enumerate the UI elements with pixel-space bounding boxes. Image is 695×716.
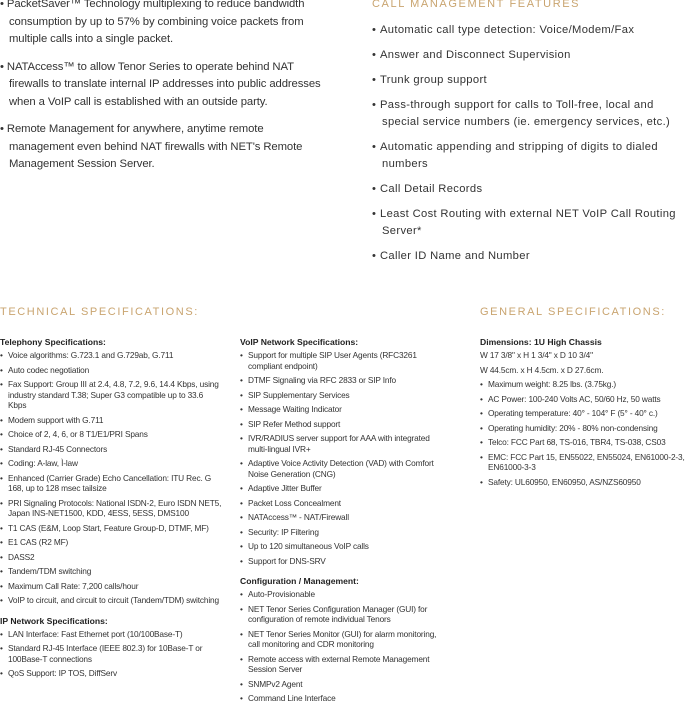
ip-network-item-text: QoS Support: IP TOS, DiffServ: [8, 668, 117, 678]
call-management-item-text: Trunk group support: [380, 74, 487, 86]
call-management-item: [372, 206, 694, 240]
config-item-text: Command Line Interface: [248, 693, 336, 703]
general-item-text: Safety: UL60950, EN60950, AS/NZS60950: [488, 476, 641, 487]
general-item-text: Operating humidity: 20% - 80% non-condensing: [488, 422, 658, 433]
bullet-icon: •: [480, 451, 483, 462]
voip-network-item: [240, 375, 450, 386]
call-management-item: [372, 181, 694, 198]
telephony-item: [0, 473, 222, 494]
voip-network-item-text: Packet Loss Concealment: [248, 497, 341, 508]
bullet-icon: •: [240, 350, 243, 360]
call-management-item-text: Answer and Disconnect Supervision: [380, 49, 571, 61]
bullet-icon: •: [240, 389, 243, 400]
call-management-item: [372, 139, 694, 173]
bullet-icon: •: [0, 379, 3, 389]
voip-network-item: [240, 458, 450, 479]
config-item: [240, 679, 450, 690]
bullet-icon: •: [0, 551, 3, 562]
telephony-item-text: T1 CAS (E&M, Loop Start, Feature Group-D, DTMF, MF): [8, 522, 209, 533]
bullet-icon: •: [0, 643, 3, 653]
general-item: [480, 408, 690, 419]
dimensions-title: Dimensions: 1U High Chassis: [480, 337, 602, 347]
dimensions-imperial: W 17 3/8" x H 1 3/4" x D 10 3/4": [480, 350, 593, 360]
call-management-item-text: Call Detail Records: [380, 183, 483, 195]
bullet-icon: •: [0, 364, 3, 375]
bullet-icon: •: [480, 476, 483, 487]
telephony-item-text: Choice of 2, 4, 6, or 8 T1/E1/PRI Spans: [8, 429, 148, 439]
bullet-icon: •: [0, 522, 3, 533]
voip-network-item-text: Adaptive Jitter Buffer: [248, 483, 322, 493]
bullet-icon: •: [480, 379, 483, 389]
intro-paragraph-packetsaver: • PacketSaver™ Technology multiplexing to reduce bandwidth consumption by up to 57% by combining voice packets from multiple calls into a single packet.: [0, 0, 305, 45]
intro-paragraph-remote-management: • Remote Management for anywhere, anytime remote management even behind NAT firewalls with NET's Remote Management Session Server.: [0, 123, 303, 170]
telephony-item: [0, 498, 222, 519]
configuration-management-title: Configuration / Management:: [240, 576, 359, 586]
config-item: [240, 629, 450, 650]
general-item-text: Maximum weight: 8.25 lbs. (3.75kg.): [488, 379, 617, 389]
voip-network-item-text: Adaptive Voice Activity Detection (VAD) with Comfort Noise Generation (CNG): [248, 458, 434, 479]
call-management-item: [372, 22, 694, 39]
voip-network-item: [240, 404, 450, 415]
general-item: [480, 423, 690, 434]
telephony-item-text: E1 CAS (R2 MF): [8, 537, 69, 547]
bullet-icon: •: [240, 375, 243, 385]
telephony-item: [0, 537, 222, 548]
bullet-icon: •: [240, 497, 243, 508]
config-item: [240, 654, 450, 675]
ip-network-item-text: LAN Interface: Fast Ethernet port (10/100Base-T): [8, 628, 183, 639]
bullet-icon: •: [240, 589, 243, 599]
voip-network-item: [240, 556, 450, 567]
bullet-icon: •: [0, 580, 3, 591]
bullet-icon: •: [240, 483, 243, 493]
telephony-item: [0, 415, 222, 426]
call-management-item-text: Automatic call type detection: Voice/Modem/Fax: [380, 24, 635, 36]
telephony-item: [0, 552, 222, 563]
bullet-icon: •: [240, 433, 243, 443]
bullet-icon: •: [480, 393, 483, 404]
telephony-item-text: Coding: A-law, Ì-law: [8, 458, 78, 468]
telephony-item: [0, 566, 222, 577]
call-management-item: [372, 248, 694, 265]
voip-network-item: [240, 419, 450, 430]
bullet-icon: •: [0, 537, 3, 547]
call-management-item-text: Automatic appending and stripping of digits to dialed numbers: [380, 141, 658, 170]
bullet-icon: •: [240, 693, 243, 703]
bullet-icon: •: [480, 422, 483, 433]
general-item: [480, 379, 690, 390]
call-management-item-text: Pass-through support for calls to Toll-free, local and special service numbers (ie. emergency services, etc.): [380, 99, 671, 128]
telephony-item: [0, 595, 222, 606]
bullet-icon: •: [240, 653, 243, 664]
voip-network-item: [240, 512, 450, 523]
general-column: [480, 337, 690, 491]
bullet-icon: •: [0, 458, 3, 468]
telephony-item: [0, 365, 222, 376]
telephony-item: [0, 444, 222, 455]
config-item-text: NET Tenor Series Monitor (GUI) for alarm monitoring, call monitoring and CDR monitoring: [248, 628, 437, 649]
telephony-item-text: Tandem/TDM switching: [8, 566, 92, 576]
voip-network-item: [240, 483, 450, 494]
voip-network-item-text: SIP Supplementary Services: [248, 389, 350, 400]
voip-column: [240, 337, 450, 708]
voip-network-item: [240, 350, 450, 371]
config-item: [240, 604, 450, 625]
voip-network-item-text: Security: IP Filtering: [248, 526, 319, 537]
general-item: [480, 394, 690, 405]
general-item-text: EMC: FCC Part 15, EN55022, EN55024, EN61000-2-3, EN61000-3-3: [488, 451, 685, 472]
telephony-column: [0, 337, 222, 683]
voip-network-item: [240, 541, 450, 552]
call-management-list: [372, 22, 694, 273]
telephony-item: [0, 523, 222, 534]
general-specifications-heading: GENERAL SPECIFICATIONS:: [480, 306, 666, 318]
call-management-item: [372, 72, 694, 89]
bullet-icon: •: [480, 408, 483, 418]
bullet-icon: •: [0, 429, 3, 439]
call-management-item: [372, 97, 694, 131]
voip-network-item-text: Message Waiting Indicator: [248, 404, 342, 414]
bullet-icon: •: [240, 555, 243, 566]
telephony-item: [0, 458, 222, 469]
bullet-icon: •: [240, 603, 243, 614]
bullet-icon: •: [240, 512, 243, 522]
telephony-item: [0, 429, 222, 440]
voip-network-item: [240, 527, 450, 538]
bullet-icon: •: [372, 24, 377, 36]
ip-network-item-text: Standard RJ-45 Interface (IEEE 802.3) for 10Base-T or 100Base-T connections: [8, 643, 203, 664]
general-item-text: AC Power: 100-240 Volts AC, 50/60 Hz, 50 watts: [488, 393, 661, 404]
bullet-icon: •: [240, 541, 243, 551]
voip-network-item: [240, 433, 450, 454]
telephony-item-text: Fax Support: Group III at 2.4, 4.8, 7.2, 9.6, 14.4 Kbps, using industry standard T.38; Super G3 compatible up to 33.6 Kbps: [8, 379, 219, 410]
intro-paragraph-nataccess: • NATAccess™ to allow Tenor Series to operate behind NAT firewalls to translate internal IP addresses into public addresses when a VoIP call is established with an outside party.: [0, 60, 321, 108]
config-item-text: Remote access with external Remote Management Session Server: [248, 653, 430, 674]
telephony-specifications-title: Telephony Specifications:: [0, 337, 106, 347]
bullet-icon: •: [0, 472, 3, 483]
bullet-icon: •: [372, 74, 377, 86]
telephony-item-text: VoIP to circuit, and circuit to circuit (Tandem/TDM) switching: [8, 595, 219, 605]
config-item-text: NET Tenor Series Configuration Manager (GUI) for configuration of remote individual Tenors: [248, 603, 428, 624]
telephony-item-text: DASS2: [8, 551, 35, 562]
bullet-icon: •: [0, 414, 3, 425]
voip-network-item-text: Support for DNS-SRV: [248, 555, 326, 566]
bullet-icon: •: [0, 497, 3, 508]
bullet-icon: •: [480, 437, 483, 447]
ip-network-item: [0, 643, 222, 664]
bullet-icon: •: [372, 141, 377, 153]
bullet-icon: •: [240, 418, 243, 429]
bullet-icon: •: [0, 628, 3, 639]
telephony-item-text: Enhanced (Carrier Grade) Echo Cancellation: ITU Rec. G 168, up to 128 msec tailsize: [8, 472, 212, 493]
bullet-icon: •: [240, 404, 243, 414]
general-item: [480, 437, 690, 448]
config-item: [240, 693, 450, 704]
intro-section: [0, 0, 322, 184]
telephony-item-text: Auto codec negotiation: [8, 364, 90, 375]
voip-network-item-text: DTMF Signaling via RFC 2833 or SIP Info: [248, 375, 397, 385]
telephony-item: [0, 379, 222, 411]
voip-network-specifications-title: VoIP Network Specifications:: [240, 337, 359, 347]
telephony-item: [0, 350, 222, 361]
telephony-item-text: Maximum Call Rate: 7,200 calls/hour: [8, 580, 139, 591]
ip-network-specifications-title: IP Network Specifications:: [0, 615, 108, 626]
bullet-icon: •: [372, 208, 377, 220]
bullet-icon: •: [372, 183, 377, 195]
call-management-item-text: Caller ID Name and Number: [380, 250, 530, 262]
bullet-icon: •: [240, 628, 243, 639]
voip-network-item: [240, 498, 450, 509]
bullet-icon: •: [372, 99, 377, 111]
bullet-icon: •: [240, 678, 243, 689]
ip-network-item: [0, 629, 222, 640]
voip-network-item: [240, 390, 450, 401]
dimensions-metric: W 44.5cm. x H 4.5cm. x D 27.6cm.: [480, 364, 604, 375]
voip-network-item-text: SIP Refer Method support: [248, 418, 341, 429]
telephony-item-text: Standard RJ-45 Connectors: [8, 443, 108, 454]
voip-network-item-text: NATAccess™ - NAT/Firewall: [248, 512, 349, 522]
bullet-icon: •: [0, 566, 3, 576]
config-item: [240, 589, 450, 600]
bullet-icon: •: [0, 668, 3, 678]
bullet-icon: •: [240, 526, 243, 537]
voip-network-item-text: IVR/RADIUS server support for AAA with integrated multi-lingual IVR+: [248, 433, 430, 454]
voip-network-item-text: Support for multiple SIP User Agents (RFC3261 compliant endpoint): [248, 350, 417, 371]
config-item-text: Auto-Provisionable: [248, 589, 315, 599]
bullet-icon: •: [0, 350, 3, 360]
bullet-icon: •: [372, 250, 377, 262]
bullet-icon: •: [240, 458, 243, 468]
bullet-icon: •: [0, 595, 3, 605]
ip-network-item: [0, 668, 222, 679]
call-management-heading: CALL MANAGEMENT FEATURES: [372, 0, 581, 10]
telephony-item-text: PRI Signaling Protocols: National ISDN-2, Euro ISDN NET5, Japan INS-NET1500, KDD, 4ESS, 5ESS, DMS100: [8, 497, 222, 518]
telephony-item-text: Voice algorithms: G.723.1 and G.729ab, G.711: [8, 350, 174, 360]
general-item: [480, 477, 690, 488]
general-item-text: Telco: FCC Part 68, TS-016, TBR4, TS-038, CS03: [488, 437, 666, 447]
bullet-icon: •: [372, 49, 377, 61]
general-item-text: Operating temperature: 40° - 104° F (5° - 40° c.): [488, 408, 658, 418]
technical-specifications-heading: TECHNICAL SPECIFICATIONS:: [0, 306, 199, 318]
voip-network-item-text: Up to 120 simultaneous VoIP calls: [248, 541, 369, 551]
general-item: [480, 452, 690, 473]
telephony-item: [0, 581, 222, 592]
telephony-item-text: Modem support with G.711: [8, 414, 104, 425]
config-item-text: SNMPv2 Agent: [248, 678, 303, 689]
call-management-item: [372, 47, 694, 64]
call-management-item-text: Least Cost Routing with external NET VoIP Call Routing Server*: [380, 208, 676, 237]
bullet-icon: •: [0, 443, 3, 454]
